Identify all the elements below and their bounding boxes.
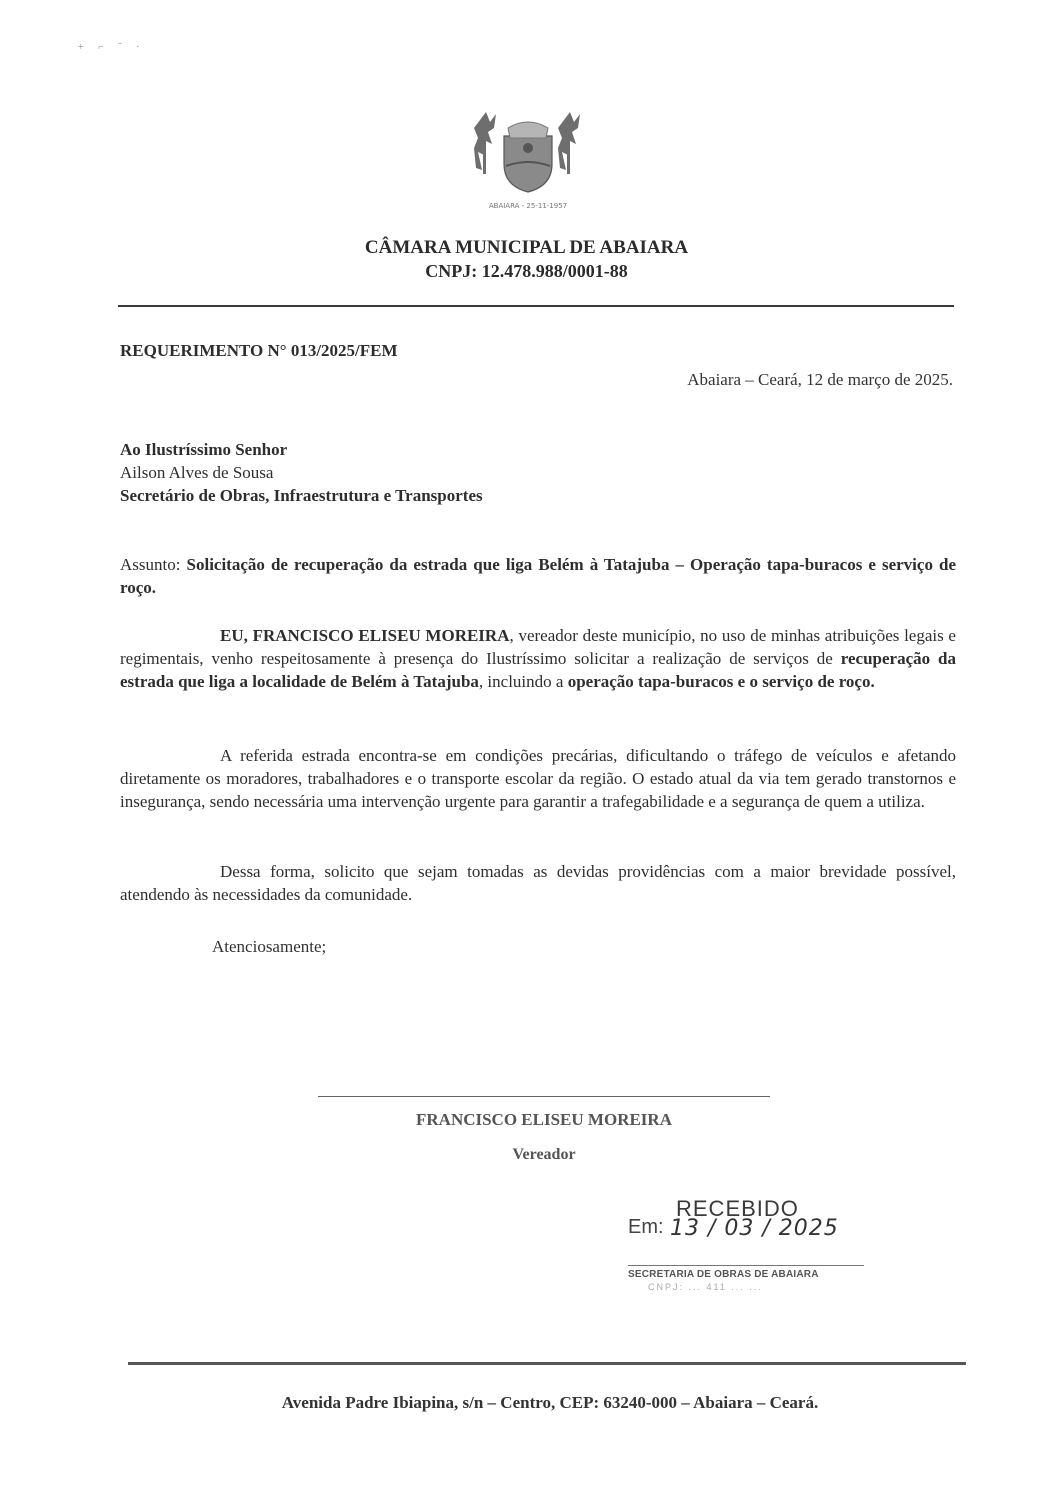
closing-salutation: Atenciosamente; [212, 937, 327, 956]
scan-artifacts: + ⌐ ˜ · [78, 42, 146, 53]
paragraph-text: Dessa forma, solicito que sejam tomadas as devidas providências com a maior brevidade possível, atendendo às necessidades da comunidade. [120, 862, 956, 904]
stamp-cnpj: CNPJ: ... 411 ... ... [648, 1282, 763, 1292]
stamp-title: RECEBIDO [676, 1196, 799, 1221]
requester-name: EU, FRANCISCO ELISEU MOREIRA [220, 626, 510, 645]
paragraph-request [120, 624, 956, 693]
municipal-crest-logo [468, 108, 588, 218]
footer-address: Avenida Padre Ibiapina, s/n – Centro, CEP: 63240-000 – Abaiara – Ceará. [281, 1393, 819, 1412]
paragraph-justification [120, 744, 956, 813]
document-reference: REQUERIMENTO N° 013/2025/FEM [120, 341, 398, 360]
signature-line [318, 1096, 770, 1097]
paragraph-emphasis: recuperação da estrada que liga a localidade de Belém à Tatajuba [120, 649, 956, 691]
paragraph-text: A referida estrada encontra-se em condições precárias, dificultando o tráfego de veículos e afetando diretamente os moradores, trabalhadores e o transporte escolar da região. O estado atual da via tem gerado transtornos e insegurança, sendo necessária uma intervenção urgente para garantir a trafegabilidade e a segurança de quem a utiliza. [120, 746, 956, 811]
subject-line [120, 553, 956, 599]
stamp-date-label: Em: [628, 1216, 664, 1238]
paragraph-conclusion [120, 860, 956, 906]
subject-text: Solicitação de recuperação da estrada que liga Belém à Tatajuba – Operação tapa-buracos e serviço de roço. [120, 555, 956, 597]
signatory-name: FRANCISCO ELISEU MOREIRA [416, 1110, 672, 1129]
paragraph-text: , incluindo a [478, 672, 568, 691]
institution-cnpj: CNPJ: 12.478.988/0001-88 [425, 261, 628, 281]
stamp-divider [628, 1265, 864, 1266]
institution-name: CÂMARA MUNICIPAL DE ABAIARA [364, 237, 689, 258]
addressee-name: Ailson Alves de Sousa [120, 463, 274, 482]
addressee-title: Secretário de Obras, Infraestrutura e Transportes [120, 486, 483, 505]
stamp-organization: SECRETARIA DE OBRAS DE ABAIARA [628, 1269, 819, 1280]
header-divider [118, 305, 954, 307]
signatory-role: Vereador [512, 1146, 576, 1163]
crest-icon [468, 108, 588, 218]
paragraph-text: , vereador deste município, no uso de minhas atribuições legais e regimentais, venho respeitosamente à presença do Ilustríssimo solicitar a realização de serviços de [120, 626, 956, 668]
crest-motto: ABAIARA - 25-11-1957 [488, 202, 568, 210]
place-date: Abaiara – Ceará, 12 de março de 2025. [687, 370, 953, 389]
stamp-date: 13 / 03 / 2025 [670, 1216, 839, 1241]
addressee-block [120, 438, 483, 507]
footer-divider [128, 1362, 966, 1365]
subject-label: Assunto: [120, 555, 187, 574]
addressee-salutation: Ao Ilustríssimo Senhor [120, 440, 288, 459]
paragraph-emphasis: operação tapa-buracos e o serviço de roço. [567, 672, 875, 691]
